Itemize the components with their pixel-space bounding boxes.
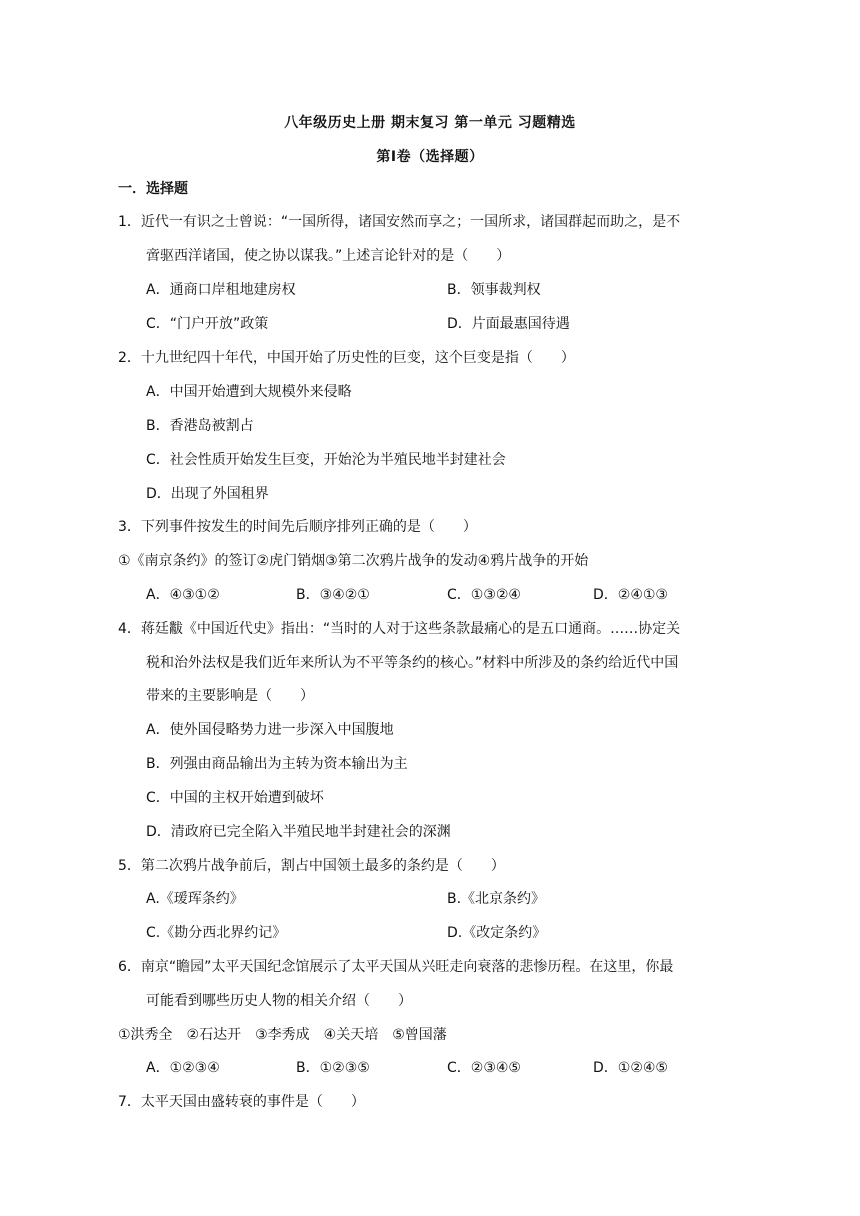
option-c: C．“门户开放”政策 [146,316,269,332]
event-series: ①《南京条约》的签订②虎门销烟③第二次鸦片战争的发动④鸦片战争的开始 [118,553,589,569]
question-stem-line: 4．蒋廷黻《中国近代史》指出：“当时的人对于这些条款最痛心的是五口通商。……协定关 [118,621,681,637]
option-d: D．清政府已完全陷入半殖民地半封建社会的深渊 [146,824,451,840]
question-stem-line: 可能看到哪些历史人物的相关介绍（ ） [146,993,412,1009]
option-c: C.《勘分西北界约记》 [146,925,287,941]
option-a: A．通商口岸租地建房权 [146,282,296,298]
option-a: A．④③①② [146,587,220,603]
option-a: A．中国开始遭到大规模外来侵略 [146,384,352,400]
option-d: D．①②④⑤ [593,1060,668,1076]
option-a: A．①②③④ [146,1060,220,1076]
option-d: D．片面最惠国待遇 [447,316,570,332]
document-title: 八年级历史上册 期末复习 第一单元 习题精选 [284,115,576,131]
option-d: D．出现了外国租界 [146,486,269,502]
option-c: C．②③④⑤ [447,1060,521,1076]
question-stem-line: 带来的主要影响是（ ） [146,688,314,704]
question-stem-line: 啻驱西洋诸国，使之协以谋我。”上述言论针对的是（ ） [146,248,511,264]
option-c: C．中国的主权开始遭到破坏 [146,790,324,806]
option-a: A.《瑷珲条约》 [146,891,244,907]
option-b: B．领事裁判权 [447,282,541,298]
section-heading: 一．选择题 [118,181,188,197]
question-stem-line: 税和治外法权是我们近年来所认为不平等条约的核心。”材料中所涉及的条约给近代中国 [146,655,679,671]
question-stem-line: 7．太平天国由盛转衰的事件是（ ） [118,1094,365,1110]
question-stem-line: 6．南京“瞻园”太平天国纪念馆展示了太平天国从兴旺走向衰落的悲惨历程。在这里，你最 [118,959,674,975]
option-b: B.《北京条约》 [447,891,546,907]
option-c: C．社会性质开始发生巨变，开始沦为半殖民地半封建社会 [146,452,506,468]
option-d: D．②④①③ [593,587,668,603]
option-b: B．③④②① [296,587,370,603]
option-b: B．①②③⑤ [296,1060,370,1076]
option-d: D.《改定条约》 [447,925,547,941]
option-b: B．列强由商品输出为主转为资本输出为主 [146,756,408,772]
question-stem-line: 2．十九世纪四十年代，中国开始了历史性的巨变，这个巨变是指（ ） [118,350,575,366]
question-stem-line: 1．近代一有识之士曾说：“一国所得，诸国安然而享之；一国所求，诸国群起而助之，是不 [118,214,681,230]
option-b: B．香港岛被割占 [146,418,254,434]
document-subtitle: 第Ⅰ卷（选择题） [376,149,484,165]
question-stem-line: 3．下列事件按发生的时间先后顺序排列正确的是（ ） [118,519,477,535]
option-c: C．①③②④ [447,587,521,603]
person-series: ①洪秀全 ②石达开 ③李秀成 ④关天培 ⑤曾国藩 [118,1027,447,1043]
question-stem-line: 5．第二次鸦片战争前后，割占中国领土最多的条约是（ ） [118,858,505,874]
option-a: A．使外国侵略势力进一步深入中国腹地 [146,722,394,738]
